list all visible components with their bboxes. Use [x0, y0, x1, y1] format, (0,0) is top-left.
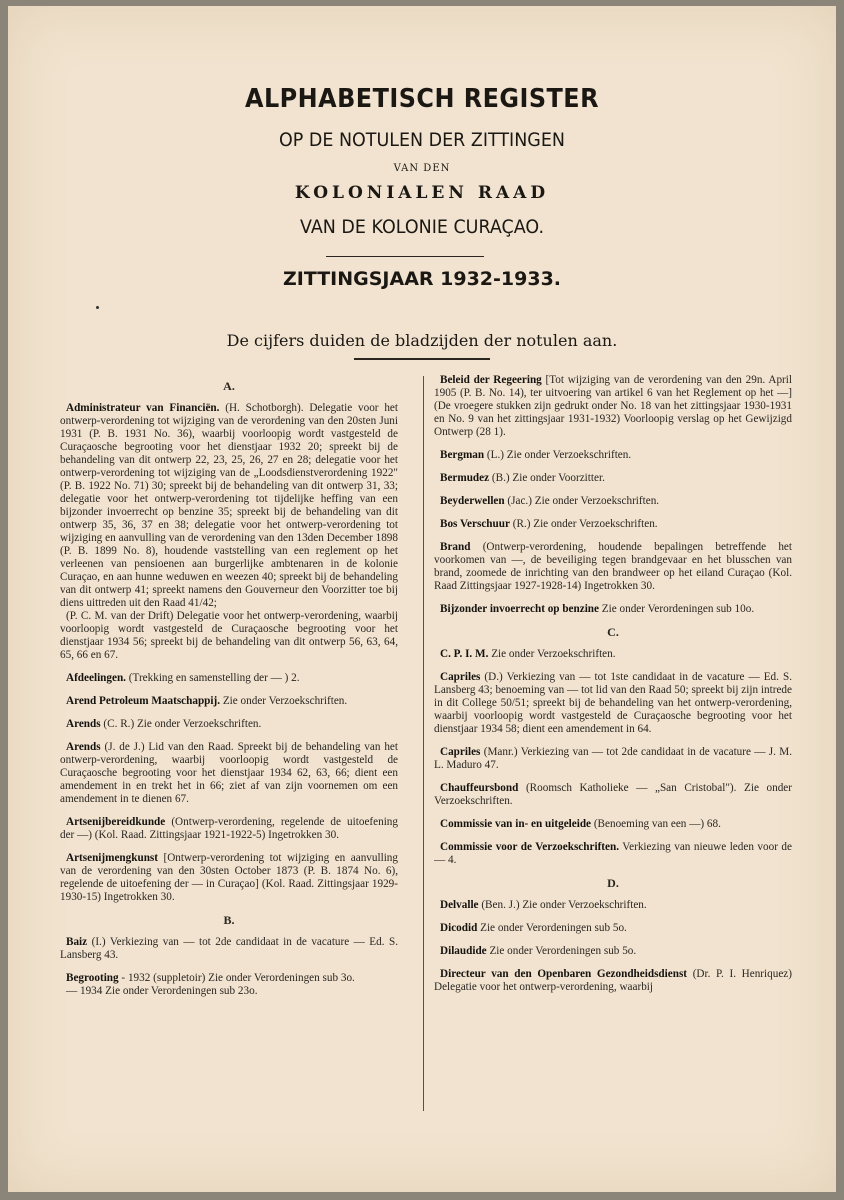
index-entry	[434, 782, 792, 808]
entry-subtext: (P. C. M. van der Drift) Delegatie voor het ontwerp-verordening, waarbij voorloopig wordt vastgesteld de Curaçaosche begrooting voor het dienstjaar 1934 56; spreekt bij de behandeling van dit ontwerp 56, 63, 64, 65, 66 en 67.	[60, 610, 398, 661]
page-number-note: De cijfers duiden de bladzijden der notulen aan.	[226, 331, 618, 350]
index-entry	[434, 495, 792, 508]
entry-term: Chauffeursbond	[440, 782, 519, 794]
entry-text: [Tot wijziging van de verordening van den 29n. April 1905 (P. B. No. 14), ter uitvoering van artikel 6 van het Reglement op het —] (De vroegere stukken zijn gedrukt onder No. 18 van het zittingsjaar 1930-1931 en No. 9 van het zittingsjaar 1931-1932) Voorloopig verslag op het Gewijzigd Ontwerp (28 1).	[434, 374, 792, 438]
entry-text: (Ben. J.) Zie onder Verzoekschriften.	[478, 899, 647, 911]
entry-term: Arend Petroleum Maatschappij.	[66, 695, 221, 707]
index-entry	[60, 852, 398, 904]
entry-term: Beyderwellen	[440, 495, 505, 507]
index-entry	[434, 945, 792, 958]
index-entry	[434, 841, 792, 867]
entry-term: Afdeelingen.	[66, 672, 126, 684]
entry-term: Arends	[66, 718, 101, 730]
document-page	[8, 6, 836, 1192]
entry-term: Capriles	[440, 746, 481, 758]
entry-text: Zie onder Verordeningen sub 5o.	[486, 945, 637, 957]
entry-text: (C. R.) Zie onder Verzoekschriften.	[100, 718, 262, 730]
title-divider	[326, 256, 484, 257]
entry-term: Bijzonder invoerrecht op benzine	[440, 603, 599, 615]
right-column	[434, 374, 792, 1104]
entry-term: Capriles	[440, 671, 481, 683]
entry-term: Dicodid	[440, 922, 478, 934]
index-entry	[434, 472, 792, 485]
index-entry	[60, 816, 398, 842]
entry-term: Bos Verschuur	[440, 518, 510, 530]
entry-text: (I.) Verkiezing van — tot 2de candidaat in de vacature — Ed. S. Lansberg 43.	[60, 936, 398, 961]
entry-text: (Manr.) Verkiezing van — tot 2de candidaat in de vacature — J. M. L. Maduro 47.	[434, 746, 792, 771]
entry-term: Delvalle	[440, 899, 479, 911]
entry-term: Begrooting	[66, 972, 119, 984]
index-entry	[434, 518, 792, 531]
index-entry	[60, 741, 398, 806]
entry-text: Zie onder Verzoekschriften.	[488, 648, 616, 660]
index-entry	[434, 374, 792, 439]
entry-text: Zie onder Verzoekschriften.	[220, 695, 348, 707]
session-year: ZITTINGSJAAR 1932-1933.	[282, 268, 562, 290]
entry-term: Arends	[66, 741, 101, 753]
entry-text: (Jac.) Zie onder Verzoekschriften.	[504, 495, 660, 507]
entry-text: (Ontwerp-verordening, houdende bepalingen betreffende het voorkomen van —, de beveiliging tegen brandgevaar en het blusschen van brand, zoomede de inrichting van den brandweer op het eiland Curaçao (Kol. Raad Zittingsjaar 1927-1928-14) Ingetrokken 30.	[434, 541, 792, 592]
entry-text: (Ontwerp-verordening, regelende de uitoefening der —) (Kol. Raad. Zittingsjaar 1921-1922-5) Ingetrokken 30.	[60, 816, 398, 841]
entry-text: (D.) Verkiezing van — tot 1ste candidaat in de vacature — Ed. S. Lansberg 43; benoeming van — tot lid van den Raad 50; spreekt bij zijn intrede in dit College 50/51; spreekt bij de behandeling van het ontwerp-verordening, waarbij voorloopig wordt vastgesteld de Curaçaosche begrooting voor het dienstjaar 1934 58; dient een amendement in 64.	[434, 671, 792, 735]
entry-text: Zie onder Verordeningen sub 10o.	[599, 603, 755, 615]
register-subtitle: OP DE NOTULEN DER ZITTINGEN	[279, 129, 565, 151]
entry-text: (L.) Zie onder Verzoekschriften.	[484, 449, 632, 461]
left-column	[60, 374, 398, 1104]
column-divider	[423, 376, 424, 1111]
index-entry	[60, 672, 398, 685]
entry-term: Directeur van den Openbaren Gezondheidsdienst	[440, 968, 688, 980]
index-entry	[434, 671, 792, 736]
index-entry	[434, 746, 792, 772]
entry-text: (J. de J.) Lid van den Raad. Spreekt bij de behandeling van het ontwerp-verordening, waarbij voorloopig wordt vastgesteld de Curaçaosche begrooting voor het dienstjaar 1934 62, 63, 66; dient een amendement in en trekt het in 66; ziet af van zijn voornemen om een amendement in te dienen 67.	[60, 741, 398, 805]
index-entry	[434, 603, 792, 616]
index-entry	[60, 402, 398, 662]
entry-text: (B.) Zie onder Voorzitter.	[489, 472, 605, 484]
index-entry	[60, 936, 398, 962]
section-heading-b: B.	[223, 913, 235, 927]
entry-text: (R.) Zie onder Verzoekschriften.	[509, 518, 658, 530]
index-entry	[60, 695, 398, 708]
section-heading-d: D.	[607, 876, 619, 890]
entry-text: (Roomsch Katholieke — „San Cristobal"). Zie onder Verzoekschriften.	[434, 782, 792, 807]
entry-term: Dilaudide	[440, 945, 487, 957]
index-entry	[434, 922, 792, 935]
entry-term: Artsenijbereidkunde	[66, 816, 166, 828]
index-entry	[60, 718, 398, 731]
note-divider	[354, 358, 490, 360]
entry-term: Beleid der Regeering	[440, 374, 542, 386]
index-entry	[60, 972, 398, 998]
entry-term: Administrateur van Financiën.	[66, 402, 220, 414]
index-entry	[434, 541, 792, 593]
index-entry	[434, 818, 792, 831]
entry-text: (Dr. P. I. Henriquez) Delegatie voor het ontwerp-verordening, waarbij	[434, 968, 792, 993]
entry-term: Bermudez	[440, 472, 490, 484]
index-entry	[434, 899, 792, 912]
raad-name: KOLONIALEN RAAD	[294, 183, 550, 203]
entry-term: Baiz	[66, 936, 88, 948]
entry-subtext: — 1934 Zie onder Verordeningen sub 23o.	[66, 985, 258, 997]
section-heading-c: C.	[607, 625, 619, 639]
entry-term: Commissie voor de Verzoekschriften.	[440, 841, 619, 853]
ink-speck	[96, 306, 99, 309]
entry-term: C. P. I. M.	[440, 648, 489, 660]
van-den-line: VAN DEN	[393, 163, 451, 174]
entry-text: - 1932 (suppletoir) Zie onder Verordeningen sub 3o.	[118, 972, 355, 984]
entry-term: Brand	[440, 541, 471, 553]
index-entry	[434, 968, 792, 994]
entry-term: Commissie van in- en uitgeleide	[440, 818, 592, 830]
section-heading-a: A.	[223, 379, 235, 393]
kolonie-line: VAN DE KOLONIE CURAÇAO.	[299, 216, 545, 238]
entry-term: Artsenijmengkunst	[66, 852, 158, 864]
entry-text: (Trekking en samenstelling der — ) 2.	[125, 672, 300, 684]
register-title: ALPHABETISCH REGISTER	[245, 84, 599, 114]
entry-text: (H. Schotborgh). Delegatie voor het ontwerp-verordening tot wijziging van de verordening van den 20sten Juni 1931 (P. B. 1931 No. 36), waarbij voorloopig wordt vastgesteld de Curaçaosche begrooting voor het dienstjaar 1932 20; spreekt bij de behandeling van dit ontwerp 22, 23, 25, 26, 27 en 28; delegatie voor het ontwerp-verordening tot wijziging van de „Loodsdienstverordening 1922" (P. B. 1922 No. 71) 30; spreekt bij de behandeling van dit ontwerp 31, 33; delegatie voor het ontwerp-verordening tot tijdelijke heffing van een bijzonder invoerrecht op benzine 35; spreekt bij de behandeling van dit ontwerp 35, 36, 37 en 38; delegatie voor het ontwerp-verordening tot wijziging en aanvulling van de verordening van den 13den December 1898 (P. B. 1899 No. 8), houdende vaststelling van een reglement op het verleenen van pensioenen aan burgerlijke ambtenaren in de kolonie Curaçao, en aan hunne weduwen en weezen 40; spreekt bij de behandeling van dit ontwerp 41; spreekt namens den Gouverneur den Voorzitter toe bij diens uittreden uit den Raad 41/42;	[60, 402, 398, 609]
entry-term: Bergman	[440, 449, 485, 461]
entry-text: [Ontwerp-verordening tot wijziging en aanvulling van de verordening van den 30sten October 1873 (P. B. 1874 No. 6), regelende de uitoefening der — in Curaçao] (Kol. Raad. Zittingsjaar 1929-1930-15) Ingetrokken 30.	[60, 852, 398, 903]
entry-text: Verkiezing van nieuwe leden voor de — 4.	[434, 841, 792, 866]
index-entry	[434, 449, 792, 462]
entry-text: Zie onder Verordeningen sub 5o.	[477, 922, 627, 934]
entry-text: (Benoeming van een —) 68.	[591, 818, 721, 830]
index-entry	[434, 648, 792, 661]
